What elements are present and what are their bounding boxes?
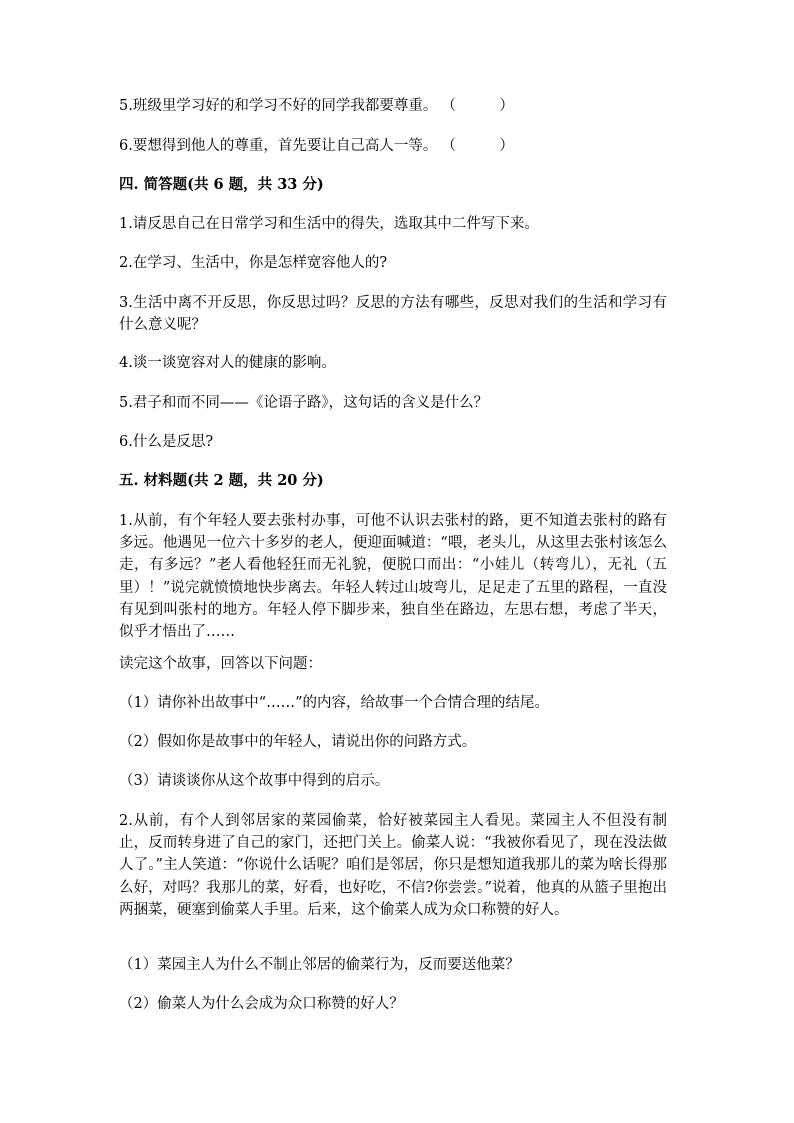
material-1-subquestion-1: （1）请你补出故事中“……”的内容，给故事一个合情合理的结尾。 xyxy=(119,695,550,711)
material-passage-1: 1.从前，有个年轻人要去张村办事，可他不认识去张村的路，更不知道去张村的路有多远。他遇见一位六十多岁的老人，便迎面喊道：“喂，老头儿，从这里去张村该怎么走，有多远？”老人看他轻狂而无礼貌，便脱口而出：“小娃儿（转弯儿），无礼（五里）！”说完就愤愤地快步离去。年轻人转过山坡弯儿，足足走了五里的路程，一直没有见到叫张村的地方。年轻人停下脚步来，独自坐在路边，左思右想，考虑了半天，似乎才悟出了…… xyxy=(119,513,667,641)
answer-blank: （ ） xyxy=(441,98,514,114)
short-answer-question-3: 3.生活中离不开反思，你反思过吗？反思的方法有哪些，反思对我们的生活和学习有什么意义呢？ xyxy=(119,295,667,334)
judgement-item-text: 5.班级里学习好的和学习不好的同学我都要尊重。 xyxy=(119,98,438,114)
judgement-item-text: 6.要想得到他人的尊重，首先要让自己高人一等。 xyxy=(119,138,438,154)
short-answer-question-4: 4.谈一谈宽容对人的健康的影响。 xyxy=(119,355,336,371)
material-1-subquestion-2: （2）假如你是故事中的年轻人，请说出你的问路方式。 xyxy=(119,734,477,750)
material-prompt: 读完这个故事，回答以下问题： xyxy=(119,656,322,672)
material-passage-2: 2.从前，有个人到邻居家的菜园偷菜，恰好被菜园主人看见。菜园主人不但没有制止，反而转身进了自己的家门，还把门关上。偷菜人说：“我被你看见了，现在没法做人了。”主人笑道：“你说什么话呢？咱们是邻居，你只是想知道我那儿的菜为啥长得那么好，对吗？我那儿的菜，好看，也好吃，不信?你尝尝。”说着，他真的从篮子里抱出两捆菜，硬塞到偷菜人手里。后来，这个偷菜人成为众口称赞的好人。 xyxy=(119,813,667,918)
material-2-subquestion-2: （2）偷菜人为什么会成为众口称赞的好人？ xyxy=(119,996,404,1012)
short-answer-question-6: 6.什么是反思? xyxy=(119,434,214,450)
short-answer-question-5: 5.君子和而不同——《论语子路》，这句话的含义是什么？ xyxy=(119,395,489,411)
judgement-item-5 xyxy=(119,96,514,116)
section-heading-short-answer: 四. 简答题(共 6 题，共 33 分) xyxy=(119,176,324,193)
short-answer-question-2: 2.在学习、生活中，你是怎样宽容他人的? xyxy=(119,255,388,271)
short-answer-question-1: 1.请反思自己在日常学习和生活中的得失，选取其中二件写下来。 xyxy=(119,216,539,232)
section-heading-material: 五. 材料题(共 2 题，共 20 分) xyxy=(119,472,324,489)
material-1-subquestion-3: （3）请谈谈你从这个故事中得到的启示。 xyxy=(119,773,390,789)
judgement-item-6 xyxy=(119,136,514,156)
material-2-subquestion-1: （1）菜园主人为什么不制止邻居的偷菜行为，反而要送他菜？ xyxy=(119,957,520,973)
answer-blank: （ ） xyxy=(441,138,514,154)
